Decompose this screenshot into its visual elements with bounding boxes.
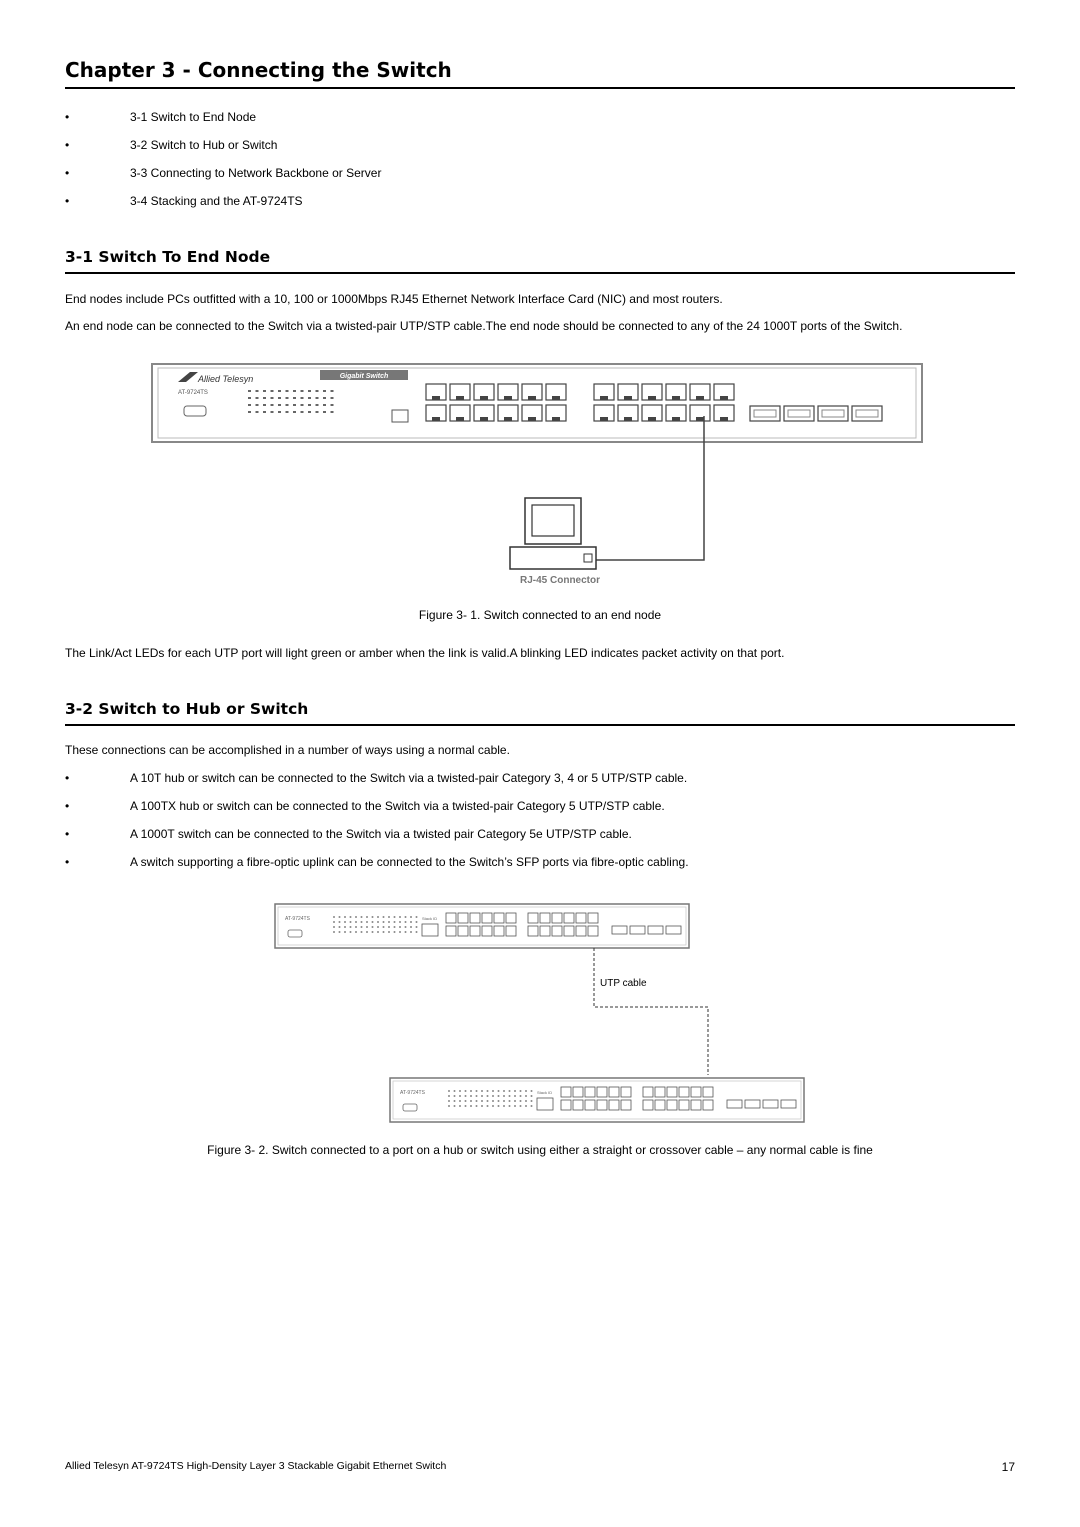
section-heading-hub-switch: 3-2 Switch to Hub or Switch: [65, 700, 1015, 726]
status-led: [509, 1105, 511, 1107]
rj45-port: [561, 1100, 571, 1110]
status-led: [492, 1090, 494, 1092]
status-led: [263, 404, 266, 406]
status-led: [465, 1090, 467, 1092]
utp-cable-label: UTP cable: [600, 978, 647, 989]
pc-base-icon: [510, 547, 596, 569]
status-led: [344, 926, 346, 928]
status-led: [454, 1090, 456, 1092]
status-led: [256, 397, 259, 399]
rj45-port: [540, 926, 550, 936]
rj45-port: [609, 1100, 619, 1110]
status-led: [331, 397, 334, 399]
rj45-port: [458, 913, 468, 923]
status-led: [377, 921, 379, 923]
sfp-port: [666, 926, 681, 934]
status-led: [323, 390, 326, 392]
switch-model-label: AT-9724TS: [285, 916, 310, 922]
status-led: [350, 931, 352, 933]
status-led: [514, 1105, 516, 1107]
status-led: [278, 404, 281, 406]
rj45-port: [561, 1087, 571, 1097]
rj45-port: [573, 1087, 583, 1097]
rj45-port: [621, 1100, 631, 1110]
sfp-port: [727, 1100, 742, 1108]
status-led: [520, 1090, 522, 1092]
status-led: [350, 926, 352, 928]
status-led: [470, 1105, 472, 1107]
status-led: [410, 916, 412, 918]
status-led: [339, 931, 341, 933]
status-led: [361, 926, 363, 928]
status-led: [459, 1095, 461, 1097]
status-led: [377, 931, 379, 933]
status-led: [286, 397, 289, 399]
status-led: [308, 390, 311, 392]
status-led: [333, 926, 335, 928]
rj45-port: [667, 1087, 677, 1097]
status-led: [372, 916, 374, 918]
status-led: [459, 1100, 461, 1102]
rj45-port: [446, 926, 456, 936]
rj45-port: [494, 926, 504, 936]
bullet: •: [65, 194, 70, 208]
status-led: [476, 1100, 478, 1102]
rj45-port: [588, 913, 598, 923]
status-led: [350, 916, 352, 918]
status-led: [476, 1105, 478, 1107]
status-led: [492, 1105, 494, 1107]
utp-cable-dashed: [594, 948, 708, 1075]
rj45-port: [470, 926, 480, 936]
status-led: [498, 1090, 500, 1092]
status-led: [509, 1095, 511, 1097]
status-led: [459, 1090, 461, 1092]
rj45-port: [552, 926, 562, 936]
status-led: [316, 390, 319, 392]
rj45-port: [576, 913, 586, 923]
status-led: [520, 1105, 522, 1107]
figure-switch-to-switch: [270, 900, 820, 1128]
rj45-port: [585, 1100, 595, 1110]
bullet: •: [65, 110, 70, 124]
sfp-port: [763, 1100, 778, 1108]
rj45-port: [573, 1100, 583, 1110]
bullet: •: [65, 799, 70, 813]
rj45-port: [679, 1100, 689, 1110]
status-led: [448, 1095, 450, 1097]
status-led: [333, 931, 335, 933]
model-text: AT-9724TS: [178, 390, 208, 396]
status-led: [459, 1105, 461, 1107]
status-led: [454, 1100, 456, 1102]
status-led: [514, 1095, 516, 1097]
status-led: [481, 1090, 483, 1092]
status-led: [293, 390, 296, 392]
rj45-port: [482, 913, 492, 923]
rj45-port: [597, 1087, 607, 1097]
stack-id-label: Stack ID: [422, 916, 438, 921]
section-heading-end-node: 3-1 Switch To End Node: [65, 248, 1015, 274]
brand-text: Allied Telesyn: [198, 374, 254, 384]
status-led: [465, 1095, 467, 1097]
status-led: [481, 1100, 483, 1102]
status-led: [481, 1095, 483, 1097]
status-led: [339, 921, 341, 923]
paragraph: These connections can be accomplished in a number of ways using a normal cable.: [65, 743, 510, 757]
status-led: [394, 916, 396, 918]
status-led: [248, 404, 251, 406]
lower-switch: [390, 1078, 804, 1122]
stack-id-label: Stack ID: [537, 1090, 553, 1095]
status-led: [399, 931, 401, 933]
status-led: [355, 926, 357, 928]
chapter-title: Chapter 3 - Connecting the Switch: [65, 58, 1015, 89]
status-led: [323, 397, 326, 399]
status-led: [487, 1090, 489, 1092]
status-led: [509, 1100, 511, 1102]
status-led: [470, 1090, 472, 1092]
status-led: [520, 1100, 522, 1102]
status-led: [476, 1095, 478, 1097]
status-led: [514, 1090, 516, 1092]
status-led: [377, 926, 379, 928]
status-led: [286, 390, 289, 392]
status-led: [256, 390, 259, 392]
status-led: [256, 404, 259, 406]
sfp-port: [781, 1100, 796, 1108]
status-led: [301, 397, 304, 399]
status-led: [366, 916, 368, 918]
rj45-port: [564, 913, 574, 923]
upper-switch: [275, 904, 689, 948]
rj45-port: [597, 1100, 607, 1110]
rj45-port: [576, 926, 586, 936]
status-led: [361, 931, 363, 933]
status-led: [331, 404, 334, 406]
rj45-port: [482, 926, 492, 936]
status-led: [394, 931, 396, 933]
status-led: [487, 1095, 489, 1097]
status-led: [248, 411, 251, 413]
sfp-port: [630, 926, 645, 934]
status-led: [454, 1095, 456, 1097]
rj45-port: [667, 1100, 677, 1110]
sfp-port: [648, 926, 663, 934]
status-led: [278, 397, 281, 399]
status-led: [399, 921, 401, 923]
pc-monitor-icon: [525, 498, 581, 544]
status-led: [339, 926, 341, 928]
rj45-port: [655, 1087, 665, 1097]
status-led: [366, 921, 368, 923]
paragraph: An end node can be connected to the Switch via a twisted-pair UTP/STP cable.The end node should be connected to any of the 24 1000T ports of the Switch.: [65, 319, 903, 333]
status-led: [487, 1105, 489, 1107]
status-led: [410, 926, 412, 928]
status-led: [476, 1090, 478, 1092]
status-led: [520, 1095, 522, 1097]
status-led: [498, 1100, 500, 1102]
status-led: [405, 921, 407, 923]
status-led: [286, 411, 289, 413]
status-led: [344, 916, 346, 918]
figure-switch-end-node: [150, 360, 930, 600]
status-led: [323, 411, 326, 413]
status-led: [465, 1105, 467, 1107]
status-led: [465, 1100, 467, 1102]
status-led: [531, 1100, 533, 1102]
status-led: [525, 1095, 527, 1097]
status-led: [248, 390, 251, 392]
status-led: [344, 931, 346, 933]
status-led: [301, 404, 304, 406]
rj45-port: [679, 1087, 689, 1097]
rj45-port: [470, 913, 480, 923]
status-led: [372, 931, 374, 933]
status-led: [366, 926, 368, 928]
status-led: [383, 916, 385, 918]
connector-label: RJ-45 Connector: [519, 575, 601, 586]
sfp-port: [745, 1100, 760, 1108]
status-led: [388, 926, 390, 928]
status-led: [263, 397, 266, 399]
figure-caption: Figure 3- 1. Switch connected to an end node: [418, 608, 662, 622]
status-led: [286, 404, 289, 406]
footer: [65, 1460, 1015, 1472]
status-led: [308, 397, 311, 399]
status-led: [263, 390, 266, 392]
status-led: [278, 390, 281, 392]
status-led: [503, 1105, 505, 1107]
status-led: [372, 926, 374, 928]
rj45-port: [691, 1100, 701, 1110]
status-led: [263, 411, 266, 413]
rj45-port: [494, 913, 504, 923]
status-led: [308, 411, 311, 413]
status-led: [350, 921, 352, 923]
status-led: [383, 931, 385, 933]
status-led: [487, 1100, 489, 1102]
status-led: [301, 390, 304, 392]
status-led: [416, 931, 418, 933]
status-led: [405, 926, 407, 928]
status-led: [416, 916, 418, 918]
paragraph: End nodes include PCs outfitted with a 10, 100 or 1000Mbps RJ45 Ethernet Network Interface Card (NIC) and most routers.: [65, 292, 723, 306]
status-led: [372, 921, 374, 923]
status-led: [388, 931, 390, 933]
switch-chassis: [152, 364, 922, 442]
status-led: [331, 390, 334, 392]
status-led: [525, 1090, 527, 1092]
status-led: [316, 404, 319, 406]
rj45-jack-icon: [584, 554, 592, 562]
bullet: •: [65, 771, 70, 785]
status-led: [278, 411, 281, 413]
status-led: [503, 1090, 505, 1092]
bullet: •: [65, 827, 70, 841]
status-led: [271, 397, 274, 399]
status-led: [355, 916, 357, 918]
status-led: [331, 411, 334, 413]
status-led: [509, 1090, 511, 1092]
status-led: [470, 1095, 472, 1097]
rj45-port: [643, 1087, 653, 1097]
status-led: [448, 1090, 450, 1092]
status-led: [293, 397, 296, 399]
status-led: [308, 404, 311, 406]
status-led: [293, 411, 296, 413]
sfp-port: [612, 926, 627, 934]
status-led: [355, 931, 357, 933]
status-led: [405, 931, 407, 933]
status-led: [293, 404, 296, 406]
bullet: •: [65, 166, 70, 180]
page-number: 17: [1001, 1460, 1015, 1474]
status-led: [498, 1095, 500, 1097]
status-led: [301, 411, 304, 413]
status-led: [416, 926, 418, 928]
paragraph: The Link/Act LEDs for each UTP port will light green or amber when the link is valid.A blinking LED indicates packet activity on that port.: [65, 646, 785, 660]
switch-model-label: AT-9724TS: [400, 1090, 425, 1096]
status-led: [498, 1105, 500, 1107]
status-led: [316, 397, 319, 399]
rj45-port: [528, 926, 538, 936]
rj45-port: [540, 913, 550, 923]
status-led: [333, 921, 335, 923]
status-led: [248, 397, 251, 399]
rj45-port: [528, 913, 538, 923]
status-led: [271, 390, 274, 392]
rj45-port: [446, 913, 456, 923]
status-led: [405, 916, 407, 918]
status-led: [399, 916, 401, 918]
status-led: [355, 921, 357, 923]
status-led: [361, 916, 363, 918]
status-led: [394, 926, 396, 928]
status-led: [514, 1100, 516, 1102]
status-led: [525, 1100, 527, 1102]
rj45-port: [691, 1087, 701, 1097]
rj45-port: [609, 1087, 619, 1097]
footer-text: Allied Telesyn AT-9724TS High-Density Layer 3 Stackable Gigabit Ethernet Switch: [65, 1460, 447, 1472]
status-led: [256, 411, 259, 413]
status-led: [383, 926, 385, 928]
rj45-port: [643, 1100, 653, 1110]
status-led: [410, 931, 412, 933]
rj45-port: [588, 926, 598, 936]
status-led: [333, 916, 335, 918]
rj45-port: [703, 1087, 713, 1097]
status-led: [525, 1105, 527, 1107]
rj45-port: [458, 926, 468, 936]
status-led: [377, 916, 379, 918]
bullet: •: [65, 855, 70, 869]
status-led: [366, 931, 368, 933]
status-led: [492, 1095, 494, 1097]
bullet: •: [65, 138, 70, 152]
status-led: [399, 926, 401, 928]
status-led: [470, 1100, 472, 1102]
status-led: [344, 921, 346, 923]
rj45-port: [552, 913, 562, 923]
status-led: [339, 916, 341, 918]
status-led: [394, 921, 396, 923]
rj45-port: [655, 1100, 665, 1110]
status-led: [383, 921, 385, 923]
figure-caption: Figure 3- 2. Switch connected to a port on a hub or switch using either a straight or crossover cable – any normal cable is fine: [207, 1143, 873, 1157]
status-led: [416, 921, 418, 923]
status-led: [503, 1095, 505, 1097]
status-led: [531, 1090, 533, 1092]
rj45-port: [506, 926, 516, 936]
rj45-port: [564, 926, 574, 936]
status-led: [316, 411, 319, 413]
rj45-port: [585, 1087, 595, 1097]
status-led: [531, 1105, 533, 1107]
status-led: [271, 411, 274, 413]
rj45-port: [506, 913, 516, 923]
status-led: [481, 1105, 483, 1107]
status-led: [448, 1100, 450, 1102]
status-led: [361, 921, 363, 923]
status-led: [388, 916, 390, 918]
rj45-port: [703, 1100, 713, 1110]
status-led: [323, 404, 326, 406]
status-led: [454, 1105, 456, 1107]
status-led: [410, 921, 412, 923]
status-led: [448, 1105, 450, 1107]
status-led: [271, 404, 274, 406]
status-led: [388, 921, 390, 923]
status-led: [503, 1100, 505, 1102]
status-led: [531, 1095, 533, 1097]
rj45-port: [621, 1087, 631, 1097]
banner-text: Gigabit Switch: [339, 373, 389, 380]
status-led: [492, 1100, 494, 1102]
